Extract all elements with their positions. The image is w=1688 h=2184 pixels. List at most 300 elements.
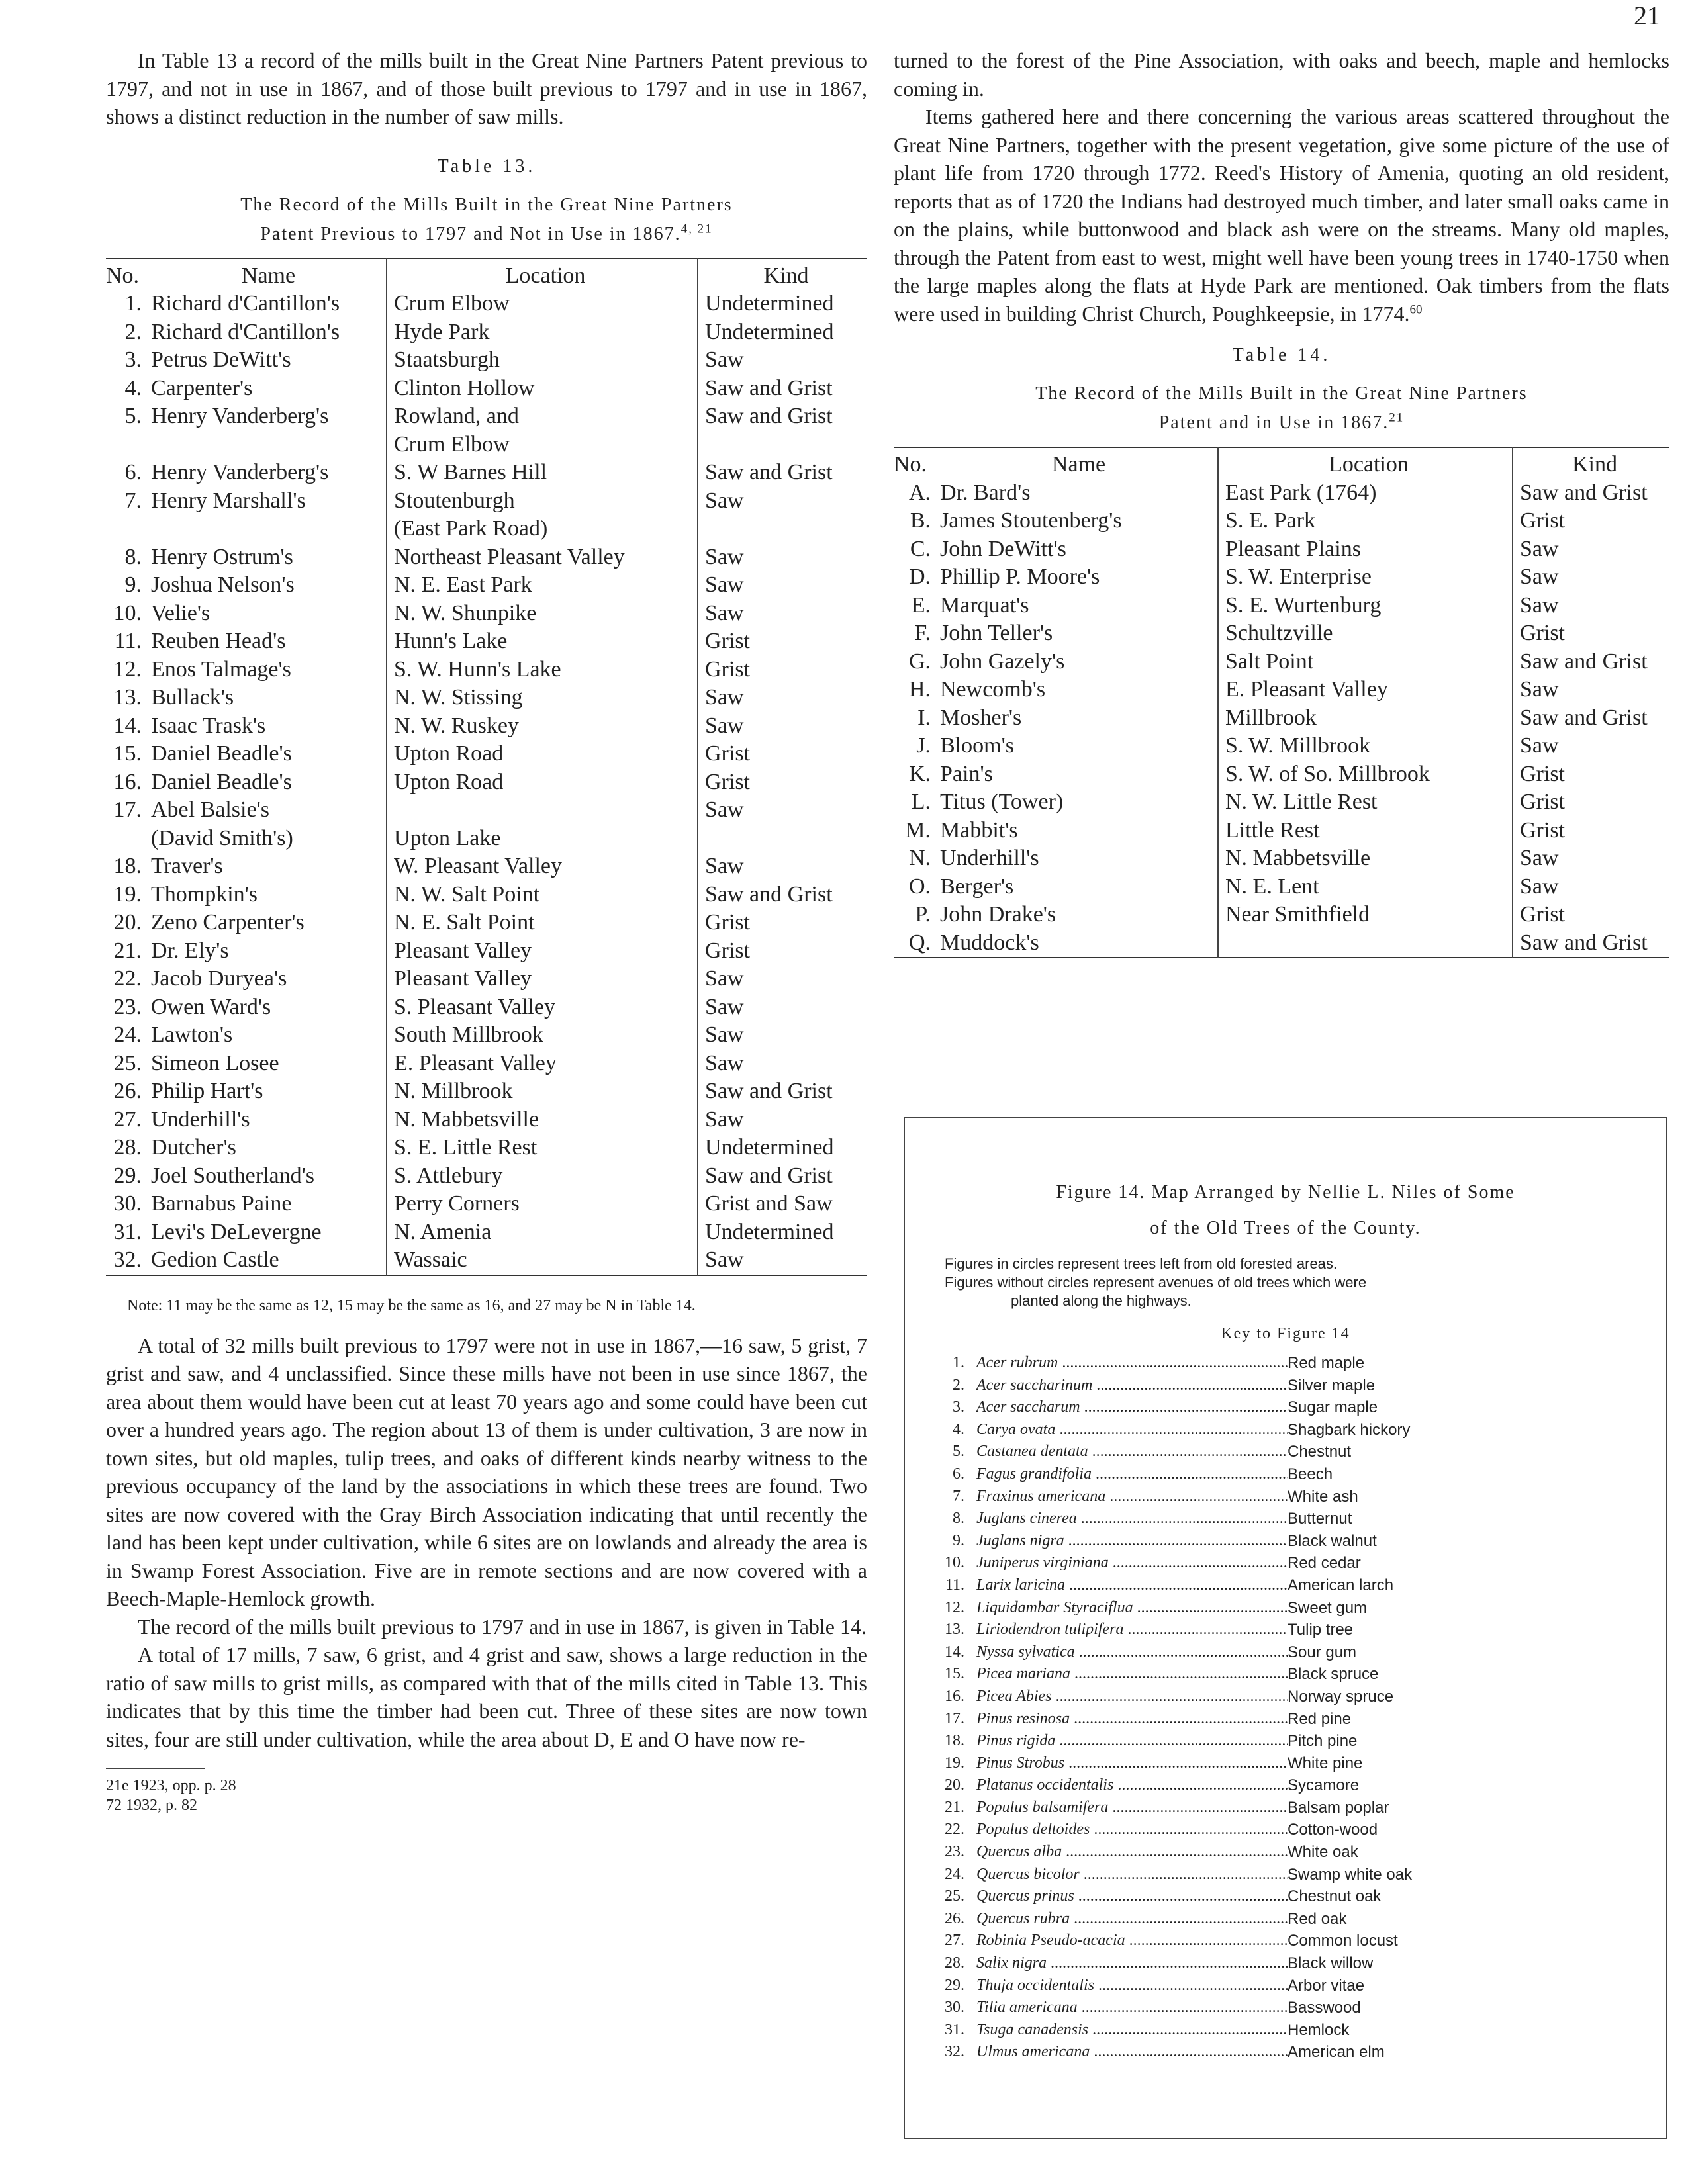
table13-cell-no: 22. — [113, 966, 142, 991]
key-item — [905, 1419, 1666, 1441]
table14-cell-location: Salt Point — [1218, 648, 1513, 676]
key-item-no: 12. — [945, 1598, 964, 1616]
table13-label: Table 13. — [437, 156, 536, 177]
table13-cell-no: 3. — [124, 347, 142, 372]
key-item-sci: Ulmus americana ..... — [976, 2041, 1288, 2064]
key-item-sci: Liriodendron tulipifera ..... — [976, 1619, 1288, 1641]
table13-cell-location: S. W. Hunn's Lake — [387, 656, 698, 684]
table13-cell-name: Owen Ward's — [151, 994, 271, 1019]
table14 — [894, 447, 1669, 958]
table13-row — [106, 543, 867, 572]
table14-cell-kind: Saw — [1513, 873, 1669, 901]
table14-cell-name: Dr. Bard's — [940, 480, 1031, 505]
key-item-no: 17. — [945, 1709, 964, 1727]
table13-cell-kind: Saw and Grist — [698, 402, 867, 431]
table13-row — [106, 656, 867, 684]
key-item-common: American elm — [1288, 2043, 1385, 2062]
figure14-box — [904, 1117, 1667, 2139]
table14-row — [894, 901, 1669, 929]
key-item-common: Black walnut — [1288, 1531, 1377, 1550]
table13-cell-no: 11. — [114, 629, 142, 653]
key-item-no: 21. — [945, 1798, 964, 1816]
table13-cell-no: 7. — [124, 488, 142, 513]
table13-row — [106, 375, 867, 403]
key-item — [905, 2019, 1666, 2042]
table14-cell-kind: Saw and Grist — [1513, 704, 1669, 733]
key-item-no: 14. — [945, 1643, 964, 1661]
table13-row — [106, 1106, 867, 1134]
key-item-no: 23. — [945, 1843, 964, 1861]
table14-cell-location: Little Rest — [1218, 817, 1513, 845]
table13-cell-location: W. Pleasant Valley — [387, 852, 698, 881]
key-item-common: Sweet gum — [1288, 1598, 1368, 1617]
table13-row — [106, 909, 867, 937]
table13-cell-name: Henry Ostrum's — [151, 544, 293, 569]
table14-header-no: No. — [894, 452, 927, 477]
key-item-sci: Pinus Strobus ..... — [976, 1752, 1288, 1775]
table14-header-location: Location — [1218, 447, 1513, 479]
table14-cell-no: D. — [908, 565, 931, 589]
table14-cell-name: Muddock's — [940, 930, 1039, 955]
key-item-common: Black willow — [1288, 1954, 1374, 1973]
key-item — [905, 1574, 1666, 1597]
table13-cell-kind: Grist — [698, 768, 867, 797]
key-item-no: 15. — [945, 1665, 964, 1683]
table14-cell-kind: Saw — [1513, 535, 1669, 564]
table13-cell-no: 4. — [124, 375, 142, 400]
table13-cell-name: Thompkin's — [151, 882, 258, 907]
key-item-common: Red pine — [1288, 1709, 1352, 1728]
table13-cell-kind: Saw — [698, 852, 867, 881]
table13-cell-name: Daniel Beadle's — [151, 769, 292, 794]
left-column — [106, 46, 867, 1815]
table13-cell-name: Bullack's — [151, 685, 234, 709]
table13-row — [106, 1050, 867, 1078]
table13-cell-location: N. W. Ruskey — [387, 712, 698, 741]
table13-cell-name: Richard d'Cantillon's — [151, 319, 340, 344]
table13-cell-name: Henry Vanderberg's — [151, 404, 329, 428]
table14-cell-no: J. — [916, 733, 931, 758]
table14-row — [894, 732, 1669, 760]
table13-cell-no: 19. — [113, 882, 142, 907]
table13-cell-location: S. W Barnes Hill — [387, 459, 698, 487]
table13-cell-no: 28. — [113, 1135, 142, 1160]
table13-cell-no: 26. — [113, 1079, 142, 1103]
key-item — [905, 1997, 1666, 2019]
table13-header-no: No. — [106, 263, 140, 288]
table13-cell-kind: Saw — [698, 1021, 867, 1050]
table14-cell-kind: Grist — [1513, 619, 1669, 648]
table13-cell-no: 2. — [124, 319, 142, 344]
key-item-no: 2. — [953, 1376, 964, 1394]
table13-cell-no: 17. — [113, 797, 142, 822]
table13-row — [106, 515, 867, 543]
key-item-sci: Liquidambar Styraciflua ..... — [976, 1597, 1288, 1619]
table13-cell-name: Abel Balsie's — [151, 797, 269, 822]
table13-cell-location: Hyde Park — [387, 318, 698, 347]
table13-row — [106, 852, 867, 881]
table13-cell-name: Petrus DeWitt's — [151, 347, 291, 372]
key-item-common: Tulip tree — [1288, 1621, 1354, 1639]
figure14-note-line2: Figures without circles represent avenues of old trees which were — [945, 1274, 1367, 1291]
key-item-sci: Tilia americana ..... — [976, 1997, 1288, 2019]
key-item-no: 13. — [945, 1621, 964, 1639]
key-item-common: Chestnut — [1288, 1443, 1352, 1461]
table13-row — [106, 487, 867, 516]
table13-cell-location: Hunn's Lake — [387, 627, 698, 656]
key-item-no: 7. — [953, 1487, 964, 1505]
table13-cell-name: Henry Vanderberg's — [151, 460, 329, 484]
table14-row — [894, 507, 1669, 535]
key-item-common: Pitch pine — [1288, 1732, 1358, 1751]
table13-row — [106, 346, 867, 375]
table13-cell-location: N. Mabbetsville — [387, 1106, 698, 1134]
key-item-common: Sour gum — [1288, 1643, 1357, 1661]
table13-cell-no: 12. — [113, 657, 142, 682]
table13-cell-name: Simeon Losee — [151, 1050, 279, 1075]
table13-cell-name: Enos Talmage's — [151, 657, 291, 682]
table13-cell-location: N. E. Salt Point — [387, 909, 698, 937]
table13-cell-kind: Saw and Grist — [698, 375, 867, 403]
table13-cell-no: 32. — [113, 1248, 142, 1272]
table14-cell-no: A. — [908, 480, 931, 505]
table13-cell-location: South Millbrook — [387, 1021, 698, 1050]
table14-row — [894, 929, 1669, 958]
table14-label: Table 14. — [1232, 345, 1331, 365]
table14-row — [894, 844, 1669, 873]
key-item — [905, 1864, 1666, 1886]
table13-row — [106, 600, 867, 628]
figure14-title-line2: of the Old Trees of the County. — [1150, 1218, 1421, 1238]
key-item-sci: Quercus prinus ..... — [976, 1886, 1288, 1908]
table13-cell-location: N. Millbrook — [387, 1077, 698, 1106]
figure14-note-line3: planted along the highways. — [1011, 1293, 1192, 1309]
table14-cell-kind: Grist — [1513, 817, 1669, 845]
table13-cell-no: 20. — [113, 910, 142, 934]
table13-row — [106, 1162, 867, 1191]
table13-cell-name: Traver's — [151, 854, 223, 878]
table13-cell-name: Isaac Trask's — [151, 713, 266, 738]
table13-row — [106, 1134, 867, 1162]
table13-cell-name: Gedion Castle — [151, 1248, 279, 1272]
key-item-no: 16. — [945, 1687, 964, 1705]
table13-cell-no: 5. — [124, 404, 142, 428]
table13-row — [106, 459, 867, 487]
table13-cell-no: 31. — [113, 1219, 142, 1244]
table14-cell-no: K. — [908, 761, 931, 786]
key-item-sci: Fagus grandifolia ..... — [976, 1463, 1288, 1486]
table14-cell-kind: Saw — [1513, 844, 1669, 873]
key-item — [905, 1952, 1666, 1975]
table14-cell-kind: Saw — [1513, 732, 1669, 760]
key-item-common: Balsam poplar — [1288, 1798, 1389, 1817]
key-item-no: 11. — [945, 1576, 964, 1594]
table13-row — [106, 881, 867, 909]
key-item-sci: Juniperus virginiana ..... — [976, 1552, 1288, 1574]
table14-cell-location: S. W. Millbrook — [1218, 732, 1513, 760]
table14-cell-location: Schultzville — [1218, 619, 1513, 648]
table13-cell-name: Carpenter's — [151, 375, 253, 400]
key-item-common: Sycamore — [1288, 1776, 1360, 1795]
continued-paragraph: turned to the forest of the Pine Association, with oaks and beech, maple and hemlocks coming in. — [894, 48, 1669, 101]
key-item-sci: Robinia Pseudo-acacia ..... — [976, 1930, 1288, 1952]
key-item-common: Red oak — [1288, 1909, 1347, 1928]
table13-cell-location: S. Pleasant Valley — [387, 993, 698, 1022]
table14-cell-location: N. Mabbetsville — [1218, 844, 1513, 873]
key-item — [905, 1797, 1666, 1819]
table14-cell-no: B. — [910, 508, 931, 533]
key-item — [905, 1819, 1666, 1841]
table14-cell-kind: Saw — [1513, 563, 1669, 592]
table13-cell-location — [387, 796, 698, 825]
table13-cell-no: 14. — [113, 713, 142, 738]
table14-cell-location: East Park (1764) — [1218, 479, 1513, 508]
table13-cell-kind: Grist — [698, 740, 867, 768]
table13-cell-kind: Grist — [698, 909, 867, 937]
table13-cell-location: Upton Road — [387, 740, 698, 768]
table13-row — [106, 796, 867, 825]
key-item-sci: Pinus rigida ..... — [976, 1730, 1288, 1752]
table13-row — [106, 1246, 867, 1275]
table13-cell-no: 30. — [113, 1191, 142, 1216]
table14-cell-name: John Gazely's — [940, 649, 1065, 674]
table13-cell-name: Philip Hart's — [151, 1079, 263, 1103]
key-item — [905, 1508, 1666, 1530]
table13-cell-kind: Saw and Grist — [698, 1077, 867, 1106]
key-item — [905, 1486, 1666, 1508]
table13-row — [106, 1190, 867, 1218]
key-item-sci: Tsuga canadensis ..... — [976, 2019, 1288, 2042]
table13-cell-name: Barnabus Paine — [151, 1191, 292, 1216]
table13-cell-kind: Saw — [698, 712, 867, 741]
table14-cell-location: S. W. Enterprise — [1218, 563, 1513, 592]
table13-cell-location: N. W. Shunpike — [387, 600, 698, 628]
table14-cell-location: Pleasant Plains — [1218, 535, 1513, 564]
key-item — [905, 2041, 1666, 2064]
table14-cell-name: John Teller's — [940, 621, 1053, 645]
key-item-sci: Pinus resinosa ..... — [976, 1708, 1288, 1731]
key-item — [905, 1552, 1666, 1574]
table14-cell-no: M. — [905, 817, 931, 842]
table13-row — [106, 825, 867, 853]
key-item-no: 6. — [953, 1465, 964, 1482]
table13-cell-kind: Grist — [698, 627, 867, 656]
key-item-sci: Nyssa sylvatica ..... — [976, 1641, 1288, 1664]
mills-paragraph-1: A total of 32 mills built previous to 1797 were not in use in 1867,—16 saw, 5 grist, 7 grist and saw, and 4 unclassified. Since these mills have not been in use since 1867, the area about them would have been cut at least 70 years ago and some could have been cut over a hundred years ago. The region about 13 of them is under cultivation, 3 are now in town sites, but old maples, tulip trees, and oaks of different kinds nearby witness to the previous occupancy of the land by the associations in which these trees are found. Two sites are now covered with the Gray Birch Association indicating that until recently the land has been kept under cultivation, while 6 sites are on lowlands and already the area is in Swamp Forest Association. Five are in remote sections and are now covered with a Beech-Maple-Hemlock growth. — [106, 1333, 867, 1610]
table13-cell-name: Lawton's — [151, 1023, 233, 1047]
table14-cell-name: John Drake's — [940, 902, 1056, 927]
table14-cell-no: E. — [911, 592, 931, 617]
page-number: 21 — [1634, 1, 1660, 30]
table14-cell-kind: Grist — [1513, 507, 1669, 535]
table13-cell-name: Velie's — [151, 600, 211, 625]
table14-cell-kind: Saw and Grist — [1513, 929, 1669, 958]
table14-cell-no: Q. — [908, 930, 931, 955]
intro-paragraph: In Table 13 a record of the mills built in the Great Nine Partners Patent previous to 1797, and not in use in 1867, and of those built previous to 1797 and in use in 1867, shows a distinct reduction in the number of saw mills. — [106, 48, 867, 128]
table13-cell-kind: Undetermined — [698, 290, 867, 318]
table13-row — [106, 1077, 867, 1106]
table14-cell-kind: Grist — [1513, 901, 1669, 929]
table14-cell-name: James Stoutenberg's — [940, 508, 1122, 533]
table13-row — [106, 993, 867, 1022]
key-item-common: Common locust — [1288, 1932, 1398, 1950]
table13-cell-name: Joshua Nelson's — [151, 572, 295, 597]
table14-cell-no: F. — [914, 621, 931, 645]
key-item-no: 30. — [945, 1999, 964, 2017]
footnote-1: 21e 1923, opp. p. 28 — [106, 1777, 236, 1794]
table14-cell-kind: Saw — [1513, 592, 1669, 620]
mills-paragraph-3: A total of 17 mills, 7 saw, 6 grist, and 4 grist and saw, shows a large reduction in the ratio of saw mills to grist mills, as compared with that of the mills cited in Table 13. This indicates that by this time the timber had been cut. Three of these sites are now town sites, four are still under cultivation, while the area about D, E and O have now re- — [106, 1643, 867, 1751]
table13-row — [106, 402, 867, 431]
key-item — [905, 1396, 1666, 1419]
table13-cell-location: Wassaic — [387, 1246, 698, 1275]
table13-cell-no: 1. — [124, 291, 142, 316]
table14-title-line1: The Record of the Mills Built in the Great Nine Partners — [1035, 383, 1528, 404]
key-item-sci: Picea Abies ..... — [976, 1686, 1288, 1708]
table13-row — [106, 712, 867, 741]
key-item-sci: Quercus bicolor ..... — [976, 1864, 1288, 1886]
key-item-no: 1. — [953, 1354, 964, 1371]
key-item-common: Arbor vitae — [1288, 1976, 1365, 1995]
key-item-sci: Acer saccharinum ..... — [976, 1375, 1288, 1397]
key-item-common: Silver maple — [1288, 1376, 1376, 1394]
key-item-common: Beech — [1288, 1465, 1333, 1483]
table13-cell-no: 27. — [113, 1107, 142, 1132]
table13-cell-name: Dr. Ely's — [151, 938, 229, 963]
figure14-title-line1: Figure 14. Map Arranged by Nellie L. Niles of Some — [1056, 1182, 1515, 1203]
key-item-common: Basswood — [1288, 1999, 1361, 2017]
table13-cell-kind — [698, 431, 867, 459]
key-item-sci: Juglans nigra ..... — [976, 1530, 1288, 1553]
table13-cell-name: Underhill's — [151, 1107, 250, 1132]
table13-cell-location: S. E. Little Rest — [387, 1134, 698, 1162]
key-item-common: White pine — [1288, 1754, 1363, 1772]
table14-cell-no: N. — [908, 846, 931, 870]
table13-cell-location: Crum Elbow — [387, 290, 698, 318]
table13-cell-kind — [698, 515, 867, 543]
key-item-sci: Fraxinus americana ..... — [976, 1486, 1288, 1508]
table14-row — [894, 873, 1669, 901]
table13-cell-kind: Saw and Grist — [698, 881, 867, 909]
table13-row — [106, 571, 867, 600]
table13-cell-no: 13. — [113, 685, 142, 709]
table13-cell-location: Northeast Pleasant Valley — [387, 543, 698, 572]
table13-cell-kind: Saw — [698, 1246, 867, 1275]
table13-cell-kind: Saw — [698, 571, 867, 600]
table13-cell-location: Upton Road — [387, 768, 698, 797]
table13-row — [106, 965, 867, 993]
key-item-sci: Quercus alba ..... — [976, 1841, 1288, 1864]
table14-cell-no: I. — [917, 705, 931, 730]
table13-cell-name: Daniel Beadle's — [151, 741, 292, 766]
table14-cell-name: Berger's — [940, 874, 1014, 899]
table14-row — [894, 619, 1669, 648]
table13-row — [106, 937, 867, 966]
table13-cell-name: Joel Southerland's — [151, 1163, 314, 1188]
key-item-no: 8. — [953, 1510, 964, 1527]
table14-cell-name: Marquat's — [940, 592, 1029, 617]
table14-cell-kind: Saw and Grist — [1513, 479, 1669, 508]
table14-cell-no: G. — [908, 649, 931, 674]
key-item-sci: Carya ovata ..... — [976, 1419, 1288, 1441]
table13-header-location: Location — [387, 259, 698, 291]
table14-cell-location: N. W. Little Rest — [1218, 788, 1513, 817]
table13-cell-kind: Saw — [698, 487, 867, 516]
key-item — [905, 1663, 1666, 1686]
table14-row — [894, 704, 1669, 733]
table13-cell-name: Levi's DeLevergne — [151, 1219, 322, 1244]
table14-cell-kind: Grist — [1513, 788, 1669, 817]
key-item-no: 20. — [945, 1776, 964, 1794]
key-item-no: 31. — [945, 2021, 964, 2038]
table13-cell-no: 6. — [124, 460, 142, 484]
key-item-sci: Acer rubrum ..... — [976, 1352, 1288, 1375]
key-item-no: 22. — [945, 1821, 964, 1839]
table13-cell-kind: Saw — [698, 1050, 867, 1078]
key-item — [905, 1752, 1666, 1775]
footnote-rule — [106, 1768, 205, 1769]
table14-cell-name: Bloom's — [940, 733, 1014, 758]
key-item-sci: Larix laricina ..... — [976, 1574, 1288, 1597]
table14-row — [894, 479, 1669, 508]
table13-row — [106, 318, 867, 347]
table13-cell-location: E. Pleasant Valley — [387, 1050, 698, 1078]
table13-cell-location: Stoutenburgh — [387, 487, 698, 516]
table13-cell-no: 24. — [113, 1023, 142, 1047]
figure14-key-title: Key to Figure 14 — [1221, 1325, 1350, 1342]
table14-cell-name: Newcomb's — [940, 677, 1046, 702]
key-item-sci: Juglans cinerea ..... — [976, 1508, 1288, 1530]
table14-cell-location: N. E. Lent — [1218, 873, 1513, 901]
table13-cell-kind: Saw and Grist — [698, 459, 867, 487]
table14-row — [894, 788, 1669, 817]
table13-cell-no: 25. — [113, 1050, 142, 1075]
key-item-no: 19. — [945, 1754, 964, 1772]
key-item — [905, 1641, 1666, 1664]
key-item-sci: Populus balsamifera ..... — [976, 1797, 1288, 1819]
table14-cell-name: Pain's — [940, 761, 993, 786]
table14-cell-no: L. — [911, 790, 931, 814]
table13-cell-kind: Saw — [698, 796, 867, 825]
key-item-common: Chestnut oak — [1288, 1888, 1382, 1906]
table14-cell-name: Phillip P. Moore's — [940, 565, 1100, 589]
table13-cell-kind: Saw — [698, 965, 867, 993]
table13-cell-kind: Grist and Saw — [698, 1190, 867, 1218]
table13-cell-no: 9. — [124, 572, 142, 597]
key-item-common: Swamp white oak — [1288, 1865, 1413, 1884]
key-item — [905, 1686, 1666, 1708]
table13-cell-name — [151, 515, 387, 543]
key-item — [905, 1375, 1666, 1397]
table13-cell-kind: Undetermined — [698, 1218, 867, 1247]
table13-cell-no: 15. — [113, 741, 142, 766]
key-item-common: American larch — [1288, 1576, 1394, 1594]
table14-cell-no: P. — [915, 902, 931, 927]
table14-cell-name: Titus (Tower) — [940, 790, 1064, 814]
key-item-no: 9. — [953, 1531, 964, 1549]
table13-header-name: Name — [241, 263, 296, 288]
right-column — [894, 46, 1669, 958]
table14-row — [894, 817, 1669, 845]
table14-cell-name: Mosher's — [940, 705, 1022, 730]
key-item-common: Norway spruce — [1288, 1687, 1394, 1706]
table14-cell-kind: Saw and Grist — [1513, 648, 1669, 676]
key-item-common: White oak — [1288, 1843, 1358, 1862]
key-item-common: White ash — [1288, 1487, 1358, 1506]
table13-cell-location: Crum Elbow — [387, 431, 698, 459]
table13-cell-name: Richard d'Cantillon's — [151, 291, 340, 316]
table13-cell-no — [106, 515, 151, 543]
